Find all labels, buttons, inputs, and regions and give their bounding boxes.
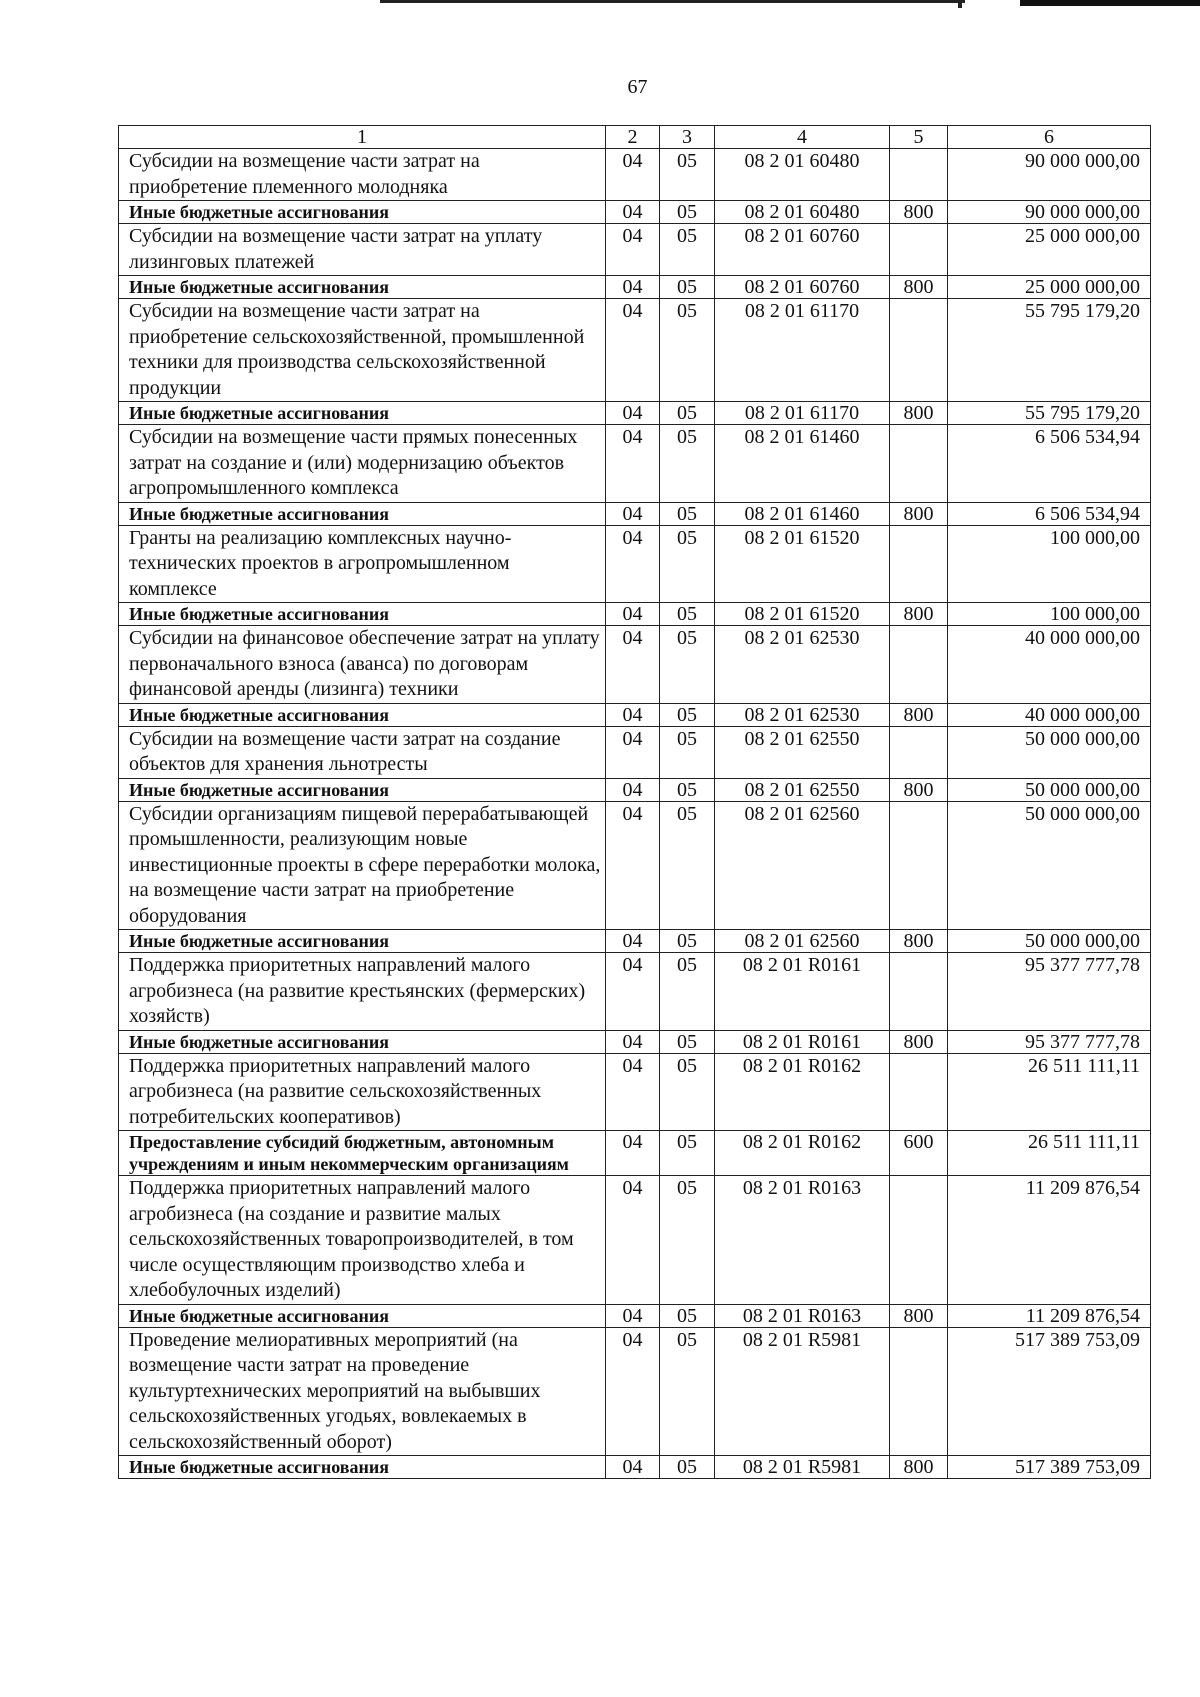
row-subsection-cell: 05 [660,1030,715,1053]
row-expense-type-cell [890,525,948,603]
row-subsection-cell: 05 [660,626,715,704]
row-expense-type-cell [890,1176,948,1305]
row-expense-type-cell [890,953,948,1031]
row-name-cell: Субсидии на возмещение части затрат на уплату лизинговых платежей [119,224,606,276]
row-name-cell: Иные бюджетные ассигнования [119,930,606,953]
row-name-cell: Иные бюджетные ассигнования [119,603,606,626]
row-section-cell: 04 [606,201,660,224]
row-subsection-cell: 05 [660,1053,715,1131]
table-row [119,1053,1151,1131]
row-subsection-cell: 05 [660,1131,715,1176]
row-expense-type-cell: 800 [890,201,948,224]
row-subsection-cell: 05 [660,703,715,726]
row-target-code-cell: 08 2 01 61520 [715,525,890,603]
row-name-cell: Предоставление субсидий бюджетным, автономным учреждениям и иным некоммерческим организациям [119,1131,606,1176]
header-cell-1: 1 [119,126,606,149]
row-target-code-cell: 08 2 01 61170 [715,299,890,402]
table-row [119,502,1151,525]
row-expense-type-cell [890,425,948,503]
row-name-cell: Иные бюджетные ассигнования [119,1304,606,1327]
row-expense-type-cell: 800 [890,276,948,299]
row-target-code-cell: 08 2 01 61520 [715,603,890,626]
row-target-code-cell: 08 2 01 60760 [715,276,890,299]
row-subsection-cell: 05 [660,402,715,425]
table-row [119,299,1151,402]
row-amount-cell: 50 000 000,00 [948,930,1151,953]
row-target-code-cell: 08 2 01 60480 [715,201,890,224]
table-row [119,425,1151,503]
row-section-cell: 04 [606,1304,660,1327]
row-subsection-cell: 05 [660,1456,715,1479]
row-amount-cell: 26 511 111,11 [948,1053,1151,1131]
row-amount-cell: 25 000 000,00 [948,224,1151,276]
row-section-cell: 04 [606,502,660,525]
row-target-code-cell: 08 2 01 61460 [715,502,890,525]
row-name-cell: Иные бюджетные ассигнования [119,276,606,299]
row-section-cell: 04 [606,778,660,801]
row-name-cell: Поддержка приоритетных направлений малого агробизнеса (на развитие крестьянских (фермерских) хозяйств) [119,953,606,1031]
table-row [119,1327,1151,1456]
row-name-cell: Иные бюджетные ассигнования [119,778,606,801]
row-section-cell: 04 [606,1053,660,1131]
row-subsection-cell: 05 [660,1176,715,1305]
row-subsection-cell: 05 [660,778,715,801]
row-section-cell: 04 [606,299,660,402]
row-section-cell: 04 [606,1456,660,1479]
row-target-code-cell: 08 2 01 R0163 [715,1176,890,1305]
row-amount-cell: 517 389 753,09 [948,1456,1151,1479]
row-name-cell: Субсидии на возмещение части прямых понесенных затрат на создание и (или) модернизацию объектов агропромышленного комплекса [119,425,606,503]
row-amount-cell: 50 000 000,00 [948,801,1151,930]
row-amount-cell: 95 377 777,78 [948,953,1151,1031]
row-subsection-cell: 05 [660,603,715,626]
table-row [119,1176,1151,1305]
row-amount-cell: 25 000 000,00 [948,276,1151,299]
row-name-cell: Субсидии на возмещение части затрат на создание объектов для хранения льнотресты [119,726,606,778]
row-target-code-cell: 08 2 01 62530 [715,703,890,726]
row-amount-cell: 40 000 000,00 [948,703,1151,726]
table-row [119,149,1151,201]
row-name-cell: Иные бюджетные ассигнования [119,502,606,525]
row-subsection-cell: 05 [660,1304,715,1327]
row-expense-type-cell: 800 [890,1304,948,1327]
row-target-code-cell: 08 2 01 61170 [715,402,890,425]
row-section-cell: 04 [606,276,660,299]
row-target-code-cell: 08 2 01 61460 [715,425,890,503]
budget-table [118,125,1151,1479]
table-row [119,1030,1151,1053]
row-expense-type-cell: 600 [890,1131,948,1176]
page-number: 67 [627,76,648,98]
row-section-cell: 04 [606,1327,660,1456]
table-row [119,726,1151,778]
row-expense-type-cell: 800 [890,778,948,801]
row-target-code-cell: 08 2 01 R0161 [715,953,890,1031]
row-name-cell: Гранты на реализацию комплексных научно-технических проектов в агропромышленном комплексе [119,525,606,603]
table-row [119,703,1151,726]
row-subsection-cell: 05 [660,201,715,224]
row-target-code-cell: 08 2 01 60760 [715,224,890,276]
table-row [119,201,1151,224]
row-subsection-cell: 05 [660,299,715,402]
row-name-cell: Иные бюджетные ассигнования [119,1456,606,1479]
row-subsection-cell: 05 [660,953,715,1031]
row-target-code-cell: 08 2 01 R5981 [715,1456,890,1479]
row-subsection-cell: 05 [660,1327,715,1456]
row-amount-cell: 26 511 111,11 [948,1131,1151,1176]
table-row [119,1131,1151,1176]
row-target-code-cell: 08 2 01 R0162 [715,1131,890,1176]
row-expense-type-cell [890,801,948,930]
row-name-cell: Поддержка приоритетных направлений малого агробизнеса (на создание и развитие малых сельскохозяйственных товаропроизводителей, в том числе осуществляющим производство хлеба и хлебобулочных изделий) [119,1176,606,1305]
row-subsection-cell: 05 [660,224,715,276]
row-target-code-cell: 08 2 01 R0161 [715,1030,890,1053]
row-amount-cell: 90 000 000,00 [948,201,1151,224]
row-section-cell: 04 [606,703,660,726]
table-row [119,1456,1151,1479]
table-header-row [119,126,1151,149]
row-section-cell: 04 [606,149,660,201]
row-expense-type-cell: 800 [890,1456,948,1479]
row-subsection-cell: 05 [660,726,715,778]
row-expense-type-cell: 800 [890,502,948,525]
row-amount-cell: 55 795 179,20 [948,402,1151,425]
table-row [119,276,1151,299]
row-section-cell: 04 [606,525,660,603]
row-name-cell: Субсидии на возмещение части затрат на приобретение сельскохозяйственной, промышленной техники для производства сельскохозяйственной продукции [119,299,606,402]
row-name-cell: Иные бюджетные ассигнования [119,703,606,726]
row-expense-type-cell: 800 [890,1030,948,1053]
table-row [119,930,1151,953]
row-target-code-cell: 08 2 01 62550 [715,726,890,778]
row-target-code-cell: 08 2 01 R0163 [715,1304,890,1327]
row-section-cell: 04 [606,1131,660,1176]
row-expense-type-cell: 800 [890,603,948,626]
row-expense-type-cell [890,224,948,276]
row-target-code-cell: 08 2 01 R0162 [715,1053,890,1131]
row-amount-cell: 50 000 000,00 [948,778,1151,801]
row-target-code-cell: 08 2 01 62550 [715,778,890,801]
row-expense-type-cell: 800 [890,402,948,425]
row-name-cell: Иные бюджетные ассигнования [119,402,606,425]
scan-top-mark [958,0,962,8]
row-amount-cell: 11 209 876,54 [948,1176,1151,1305]
table-row [119,603,1151,626]
row-amount-cell: 90 000 000,00 [948,149,1151,201]
row-expense-type-cell [890,149,948,201]
row-section-cell: 04 [606,801,660,930]
row-amount-cell: 517 389 753,09 [948,1327,1151,1456]
row-section-cell: 04 [606,1176,660,1305]
row-expense-type-cell: 800 [890,703,948,726]
row-subsection-cell: 05 [660,525,715,603]
table-row [119,953,1151,1031]
header-cell-6: 6 [948,126,1151,149]
row-expense-type-cell [890,299,948,402]
table-row [119,402,1151,425]
row-section-cell: 04 [606,953,660,1031]
row-amount-cell: 100 000,00 [948,603,1151,626]
row-amount-cell: 40 000 000,00 [948,626,1151,704]
row-name-cell: Субсидии организациям пищевой перерабатывающей промышленности, реализующим новые инвестиционные проекты в сфере переработки молока, на возмещение части затрат на приобретение оборудования [119,801,606,930]
row-section-cell: 04 [606,1030,660,1053]
row-amount-cell: 11 209 876,54 [948,1304,1151,1327]
row-target-code-cell: 08 2 01 60480 [715,149,890,201]
row-expense-type-cell: 800 [890,930,948,953]
row-expense-type-cell [890,1053,948,1131]
row-amount-cell: 55 795 179,20 [948,299,1151,402]
row-section-cell: 04 [606,402,660,425]
row-expense-type-cell [890,626,948,704]
row-name-cell: Поддержка приоритетных направлений малого агробизнеса (на развитие сельскохозяйственных потребительских кооперативов) [119,1053,606,1131]
row-name-cell: Иные бюджетные ассигнования [119,1030,606,1053]
table-row [119,626,1151,704]
row-amount-cell: 6 506 534,94 [948,425,1151,503]
row-expense-type-cell [890,1327,948,1456]
row-target-code-cell: 08 2 01 62530 [715,626,890,704]
table-row [119,778,1151,801]
row-subsection-cell: 05 [660,930,715,953]
row-target-code-cell: 08 2 01 62560 [715,930,890,953]
row-section-cell: 04 [606,224,660,276]
row-name-cell: Субсидии на возмещение части затрат на приобретение племенного молодняка [119,149,606,201]
row-subsection-cell: 05 [660,502,715,525]
row-section-cell: 04 [606,626,660,704]
row-expense-type-cell [890,726,948,778]
row-amount-cell: 100 000,00 [948,525,1151,603]
row-amount-cell: 50 000 000,00 [948,726,1151,778]
row-target-code-cell: 08 2 01 R5981 [715,1327,890,1456]
row-target-code-cell: 08 2 01 62560 [715,801,890,930]
header-cell-4: 4 [715,126,890,149]
row-subsection-cell: 05 [660,276,715,299]
table-row [119,1304,1151,1327]
header-cell-2: 2 [606,126,660,149]
table-row [119,224,1151,276]
table-row [119,801,1151,930]
header-cell-3: 3 [660,126,715,149]
row-section-cell: 04 [606,726,660,778]
row-name-cell: Субсидии на финансовое обеспечение затрат на уплату первоначального взноса (аванса) по договорам финансовой аренды (лизинга) техники [119,626,606,704]
row-section-cell: 04 [606,425,660,503]
scan-top-line [380,0,965,3]
row-amount-cell: 95 377 777,78 [948,1030,1151,1053]
row-subsection-cell: 05 [660,801,715,930]
row-name-cell: Проведение мелиоративных мероприятий (на возмещение части затрат на проведение культуртехнических мероприятий на выбывших сельскохозяйственных угодьях, вовлекаемых в сельскохозяйственный оборот) [119,1327,606,1456]
row-section-cell: 04 [606,930,660,953]
header-cell-5: 5 [890,126,948,149]
scan-top-bar [1020,0,1200,6]
row-section-cell: 04 [606,603,660,626]
row-subsection-cell: 05 [660,149,715,201]
table-row [119,525,1151,603]
row-name-cell: Иные бюджетные ассигнования [119,201,606,224]
row-subsection-cell: 05 [660,425,715,503]
row-amount-cell: 6 506 534,94 [948,502,1151,525]
